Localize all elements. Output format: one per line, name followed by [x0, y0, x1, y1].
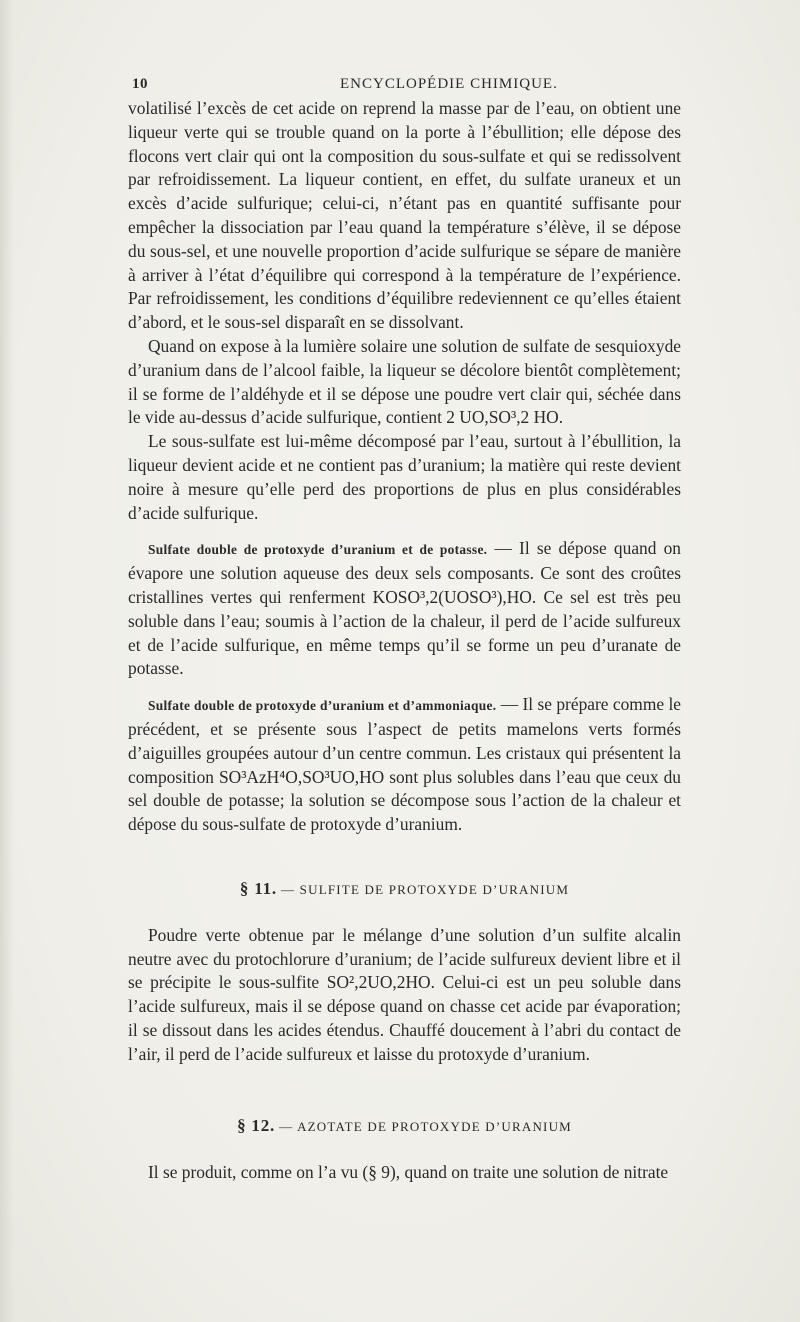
paragraph-double-sulfate-potasse [128, 537, 681, 681]
section-number: § 11. [239, 878, 277, 898]
subheading-double-sulfate-ammoniaque: Sulfate double de protoxyde d’uranium et d’ammoniaque. [148, 698, 497, 714]
section-title: — SULFITE DE PROTOXYDE D’URANIUM [281, 881, 570, 897]
subheading-double-sulfate-potasse: Sulfate double de protoxyde d’uranium et de potasse. [148, 542, 488, 558]
paragraph-body: — Il se dépose quand on évapore une solution aqueuse des deux sels composants. Ce sont des croûtes cristallines vertes qui renferment KOSO³,2(UOSO³),HO. Ce sel est très peu soluble dans l’eau; soumis à l’action de la chaleur, il perd de l’acide sulfureux et de l’acide sulfurique, en même temps qu’il se forme un peu d’uranate de potasse. [128, 538, 681, 679]
page-number: 10 [132, 76, 148, 92]
section-title: — AZOTATE DE PROTOXYDE D’URANIUM [279, 1119, 572, 1135]
paragraph-continued: volatilisé l’excès de cet acide on reprend la masse par de l’eau, on obtient une liqueur verte qui se trouble quand on la porte à l’ébullition; elle dépose des flocons vert clair qui ont la composition du sous-sulfate et qui se redissolvent par refroidissement. La liqueur contient, en effet, du sulfate uraneux et un excès d’acide sulfurique; celui-ci, n’étant pas en quantité suffisante pour empêcher la dissociation par l’eau quand la température s’élève, il se dépose du sous-sel, et une nouvelle proportion d’acide sulfurique se sépare de manière à arriver à l’état d’équilibre qui correspond à la température de l’expérience. Par refroidissement, les conditions d’équilibre redeviennent ce qu’elles étaient d’abord, et le sous-sel disparaît en se dissolvant. [128, 98, 681, 333]
paragraph-solar-light: Quand on expose à la lumière solaire une solution de sulfate de sesquioxyde d’uranium dans de l’alcool faible, la liqueur se décolore bientôt complètement; il se forme de l’aldéhyde et il se dépose une poudre vert clair qui, séchée dans le vide au-dessus d’acide sulfurique, contient 2 UO,SO³,2 HO. [128, 335, 681, 428]
paragraph-body: — Il se prépare comme le précédent, et se présente sous l’aspect de petits mamelons verts formés d’aiguilles groupées autour d’un centre commun. Les cristaux qui présentent la composition SO³AzH⁴O,SO³UO,HO sont plus solubles dans l’eau que ceux du sel double de potasse; la solution se décompose sous l’action de la chaleur et dépose du sous-sulfate de protoxyde d’uranium. [128, 694, 681, 835]
page-header [132, 76, 682, 96]
body-text [128, 97, 681, 1185]
paragraph-double-sulfate-ammoniaque [128, 693, 681, 837]
page-edge-shadow [0, 0, 14, 1322]
section-heading-12 [128, 1114, 681, 1139]
paragraph-sous-sulfate: Le sous-sulfate est lui-même décomposé par l’eau, surtout à l’ébullition, la liqueur devient acide et ne contient pas d’uranium; la matière qui reste devient noire à mesure qu’elle perd des proportions de plus en plus considérables d’acide sulfurique. [128, 431, 681, 523]
section-number: § 12. [237, 1116, 276, 1136]
paragraph-azotate: Il se produit, comme on l’a vu (§ 9), quand on traite une solution de nitrate [148, 1162, 669, 1183]
section-heading-11 [128, 877, 681, 902]
paragraph-sulfite: Poudre verte obtenue par le mélange d’une solution d’un sulfite alcalin neutre avec du protochlorure d’uranium; de l’acide sulfureux devient libre et il se précipite le sous-sulfite SO²,2UO,2HO. Celui-ci est un peu soluble dans l’acide sulfureux, mais il se dépose quand on chasse cet acide par évaporation; il se dissout dans les acides étendus. Chauffé doucement à l’abri du contact de l’air, il perd de l’acide sulfureux et laisse du protoxyde d’uranium. [128, 924, 681, 1064]
running-title: ENCYCLOPÉDIE CHIMIQUE. [340, 76, 558, 92]
